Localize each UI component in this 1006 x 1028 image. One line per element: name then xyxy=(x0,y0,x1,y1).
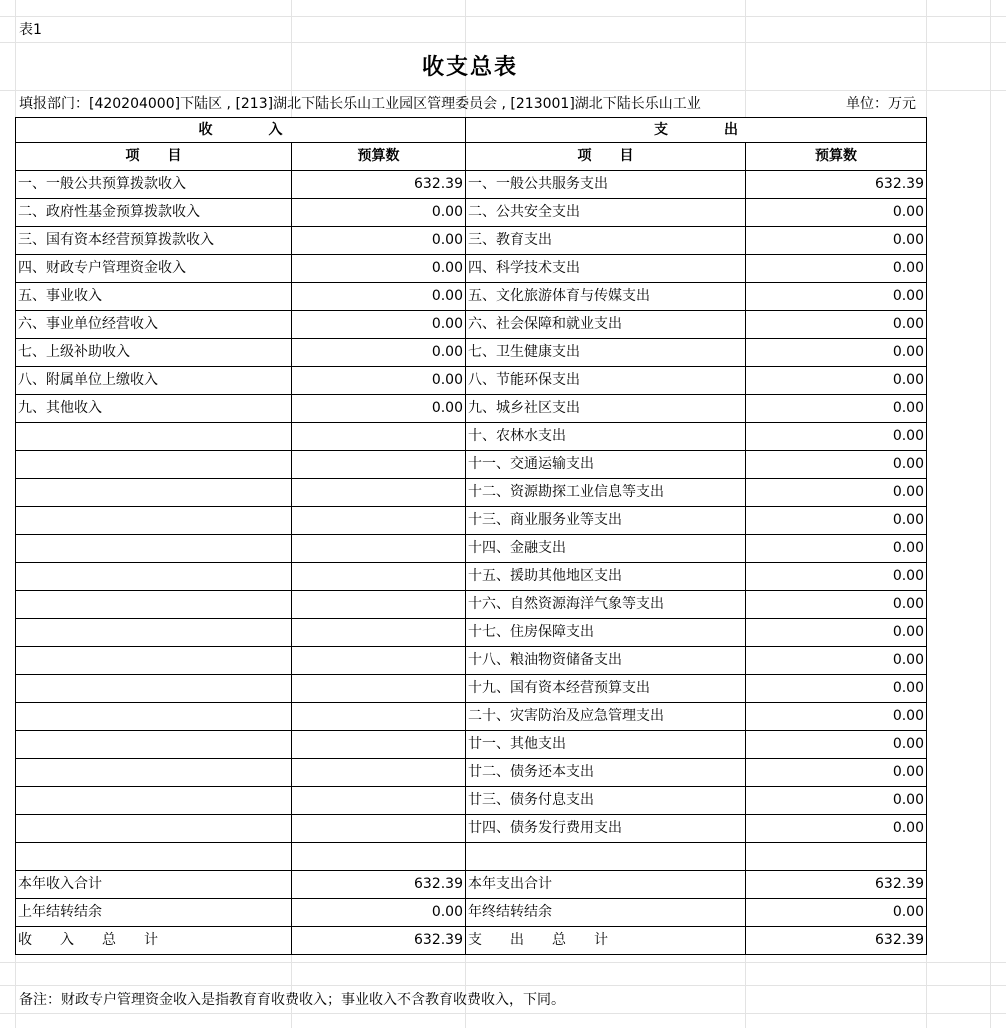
expense-value-cell: 0.00 xyxy=(746,395,927,423)
income-item-cell xyxy=(16,843,292,871)
table-row xyxy=(16,171,927,199)
expense-item-cell: 廿一、其他支出 xyxy=(466,731,746,759)
income-value-cell xyxy=(292,479,466,507)
income-value-cell xyxy=(292,591,466,619)
income-value-cell xyxy=(292,843,466,871)
table-row xyxy=(16,227,927,255)
income-value-cell: 632.39 xyxy=(292,871,466,899)
table-row xyxy=(16,703,927,731)
expense-item-cell: 十八、粮油物资储备支出 xyxy=(466,647,746,675)
income-item-cell: 收 入 总 计 xyxy=(16,927,292,955)
table-row xyxy=(16,451,927,479)
expense-item-cell: 十六、自然资源海洋气象等支出 xyxy=(466,591,746,619)
income-item-cell: 本年收入合计 xyxy=(16,871,292,899)
table-row xyxy=(16,199,927,227)
table-row xyxy=(16,367,927,395)
expense-value-cell: 632.39 xyxy=(746,871,927,899)
income-item-cell: 五、事业收入 xyxy=(16,283,292,311)
income-value-cell: 0.00 xyxy=(292,283,466,311)
expense-value-cell: 0.00 xyxy=(746,507,927,535)
expense-header: 支 出 xyxy=(466,118,927,143)
income-item-cell xyxy=(16,675,292,703)
gridline xyxy=(990,0,991,1028)
section-header-row xyxy=(16,118,927,143)
income-value-cell: 0.00 xyxy=(292,339,466,367)
expense-value-cell: 0.00 xyxy=(746,339,927,367)
income-value-cell xyxy=(292,759,466,787)
gridline xyxy=(0,962,1006,963)
expense-value-cell: 0.00 xyxy=(746,815,927,843)
expense-item-cell: 十三、商业服务业等支出 xyxy=(466,507,746,535)
expense-item-cell: 二十、灾害防治及应急管理支出 xyxy=(466,703,746,731)
income-item-cell xyxy=(16,479,292,507)
expense-item-cell: 十一、交通运输支出 xyxy=(466,451,746,479)
income-budget-header: 预算数 xyxy=(292,143,466,171)
income-value-cell xyxy=(292,675,466,703)
column-header-row xyxy=(16,143,927,171)
table-row xyxy=(16,899,927,927)
income-item-cell: 七、上级补助收入 xyxy=(16,339,292,367)
table-row xyxy=(16,563,927,591)
income-value-cell: 0.00 xyxy=(292,311,466,339)
expense-value-cell: 0.00 xyxy=(746,787,927,815)
expense-item-cell: 三、教育支出 xyxy=(466,227,746,255)
table-row xyxy=(16,647,927,675)
expense-item-header: 项 目 xyxy=(466,143,746,171)
expense-value-cell: 0.00 xyxy=(746,619,927,647)
expense-item-cell: 八、节能环保支出 xyxy=(466,367,746,395)
expense-value-cell: 0.00 xyxy=(746,283,927,311)
income-value-cell: 0.00 xyxy=(292,227,466,255)
expense-item-cell: 本年支出合计 xyxy=(466,871,746,899)
expense-budget-header: 预算数 xyxy=(746,143,927,171)
income-item-cell xyxy=(16,731,292,759)
expense-value-cell: 0.00 xyxy=(746,535,927,563)
table-row xyxy=(16,843,927,871)
income-value-cell xyxy=(292,507,466,535)
expense-item-cell: 十五、援助其他地区支出 xyxy=(466,563,746,591)
income-item-cell xyxy=(16,759,292,787)
table-row xyxy=(16,927,927,955)
income-item-cell: 六、事业单位经营收入 xyxy=(16,311,292,339)
income-value-cell xyxy=(292,647,466,675)
income-value-cell xyxy=(292,451,466,479)
page-title: 收支总表 xyxy=(421,55,518,80)
table-row xyxy=(16,255,927,283)
expense-value-cell: 632.39 xyxy=(746,927,927,955)
income-item-cell xyxy=(16,535,292,563)
table-row xyxy=(16,339,927,367)
expense-value-cell: 0.00 xyxy=(746,591,927,619)
expense-item-cell: 四、科学技术支出 xyxy=(466,255,746,283)
expense-value-cell: 0.00 xyxy=(746,703,927,731)
expense-item-cell: 七、卫生健康支出 xyxy=(466,339,746,367)
expense-value-cell: 0.00 xyxy=(746,899,927,927)
expense-item-cell: 十、农林水支出 xyxy=(466,423,746,451)
income-value-cell xyxy=(292,731,466,759)
budget-summary-table xyxy=(15,117,927,955)
expense-value-cell: 0.00 xyxy=(746,563,927,591)
table-row xyxy=(16,479,927,507)
table-row xyxy=(16,423,927,451)
expense-item-cell: 十四、金融支出 xyxy=(466,535,746,563)
income-item-cell xyxy=(16,451,292,479)
sheet-label: 表1 xyxy=(19,22,42,38)
income-value-cell: 0.00 xyxy=(292,367,466,395)
income-value-cell xyxy=(292,423,466,451)
income-item-cell xyxy=(16,591,292,619)
income-item-cell xyxy=(16,787,292,815)
expense-item-cell: 廿四、债务发行费用支出 xyxy=(466,815,746,843)
expense-value-cell: 0.00 xyxy=(746,199,927,227)
income-item-cell xyxy=(16,703,292,731)
gridline xyxy=(0,985,1006,986)
gridline xyxy=(0,1013,1006,1014)
expense-value-cell: 0.00 xyxy=(746,479,927,507)
expense-item-cell: 廿二、债务还本支出 xyxy=(466,759,746,787)
expense-item-cell: 十二、资源勘探工业信息等支出 xyxy=(466,479,746,507)
table-row xyxy=(16,759,927,787)
table-row xyxy=(16,871,927,899)
income-header: 收 入 xyxy=(16,118,466,143)
table-row xyxy=(16,591,927,619)
expense-item-cell: 六、社会保障和就业支出 xyxy=(466,311,746,339)
table-row xyxy=(16,395,927,423)
income-value-cell xyxy=(292,815,466,843)
income-item-cell xyxy=(16,815,292,843)
income-item-cell: 上年结转结余 xyxy=(16,899,292,927)
filler-department: 填报部门：[420204000]下陆区 , [213]湖北下陆长乐山工业园区管理委员会 , [213001]湖北下陆长乐山工业 xyxy=(19,96,701,112)
income-value-cell xyxy=(292,787,466,815)
income-value-cell: 0.00 xyxy=(292,199,466,227)
income-value-cell: 0.00 xyxy=(292,395,466,423)
expense-value-cell: 0.00 xyxy=(746,451,927,479)
expense-item-cell: 年终结转结余 xyxy=(466,899,746,927)
income-value-cell: 632.39 xyxy=(292,171,466,199)
table-row xyxy=(16,283,927,311)
gridline xyxy=(0,16,1006,17)
table-row xyxy=(16,787,927,815)
income-item-header: 项 目 xyxy=(16,143,292,171)
unit-label: 单位：万元 xyxy=(846,96,916,112)
expense-item-cell: 五、文化旅游体育与传媒支出 xyxy=(466,283,746,311)
table-row xyxy=(16,311,927,339)
expense-value-cell: 0.00 xyxy=(746,731,927,759)
expense-value-cell: 0.00 xyxy=(746,759,927,787)
income-item-cell: 四、财政专户管理资金收入 xyxy=(16,255,292,283)
expense-value-cell: 0.00 xyxy=(746,311,927,339)
income-item-cell: 九、其他收入 xyxy=(16,395,292,423)
table-row xyxy=(16,731,927,759)
income-item-cell xyxy=(16,647,292,675)
expense-value-cell: 0.00 xyxy=(746,423,927,451)
expense-value-cell: 0.00 xyxy=(746,675,927,703)
income-value-cell xyxy=(292,535,466,563)
expense-value-cell: 0.00 xyxy=(746,367,927,395)
income-value-cell: 632.39 xyxy=(292,927,466,955)
table-row xyxy=(16,507,927,535)
income-value-cell: 0.00 xyxy=(292,255,466,283)
expense-value-cell: 632.39 xyxy=(746,171,927,199)
expense-item-cell: 九、城乡社区支出 xyxy=(466,395,746,423)
income-item-cell: 三、国有资本经营预算拨款收入 xyxy=(16,227,292,255)
income-item-cell: 八、附属单位上缴收入 xyxy=(16,367,292,395)
income-item-cell xyxy=(16,507,292,535)
income-value-cell xyxy=(292,619,466,647)
income-value-cell xyxy=(292,703,466,731)
expense-item-cell xyxy=(466,843,746,871)
expense-item-cell: 一、一般公共服务支出 xyxy=(466,171,746,199)
income-value-cell: 0.00 xyxy=(292,899,466,927)
expense-value-cell: 0.00 xyxy=(746,255,927,283)
expense-value-cell: 0.00 xyxy=(746,227,927,255)
income-value-cell xyxy=(292,563,466,591)
expense-item-cell: 十七、住房保障支出 xyxy=(466,619,746,647)
expense-value-cell xyxy=(746,843,927,871)
income-item-cell xyxy=(16,423,292,451)
expense-value-cell: 0.00 xyxy=(746,647,927,675)
table-row xyxy=(16,815,927,843)
income-item-cell: 二、政府性基金预算拨款收入 xyxy=(16,199,292,227)
income-item-cell xyxy=(16,619,292,647)
expense-item-cell: 廿三、债务付息支出 xyxy=(466,787,746,815)
expense-item-cell: 二、公共安全支出 xyxy=(466,199,746,227)
gridline xyxy=(0,42,1006,43)
income-item-cell: 一、一般公共预算拨款收入 xyxy=(16,171,292,199)
table-row xyxy=(16,675,927,703)
table-row xyxy=(16,619,927,647)
expense-item-cell: 支 出 总 计 xyxy=(466,927,746,955)
footnote: 备注：财政专户管理资金收入是指教育育收费收入；事业收入不含教育收费收入，下同。 xyxy=(19,992,565,1008)
expense-item-cell: 十九、国有资本经营预算支出 xyxy=(466,675,746,703)
income-item-cell xyxy=(16,563,292,591)
gridline xyxy=(0,90,1006,91)
table-row xyxy=(16,535,927,563)
